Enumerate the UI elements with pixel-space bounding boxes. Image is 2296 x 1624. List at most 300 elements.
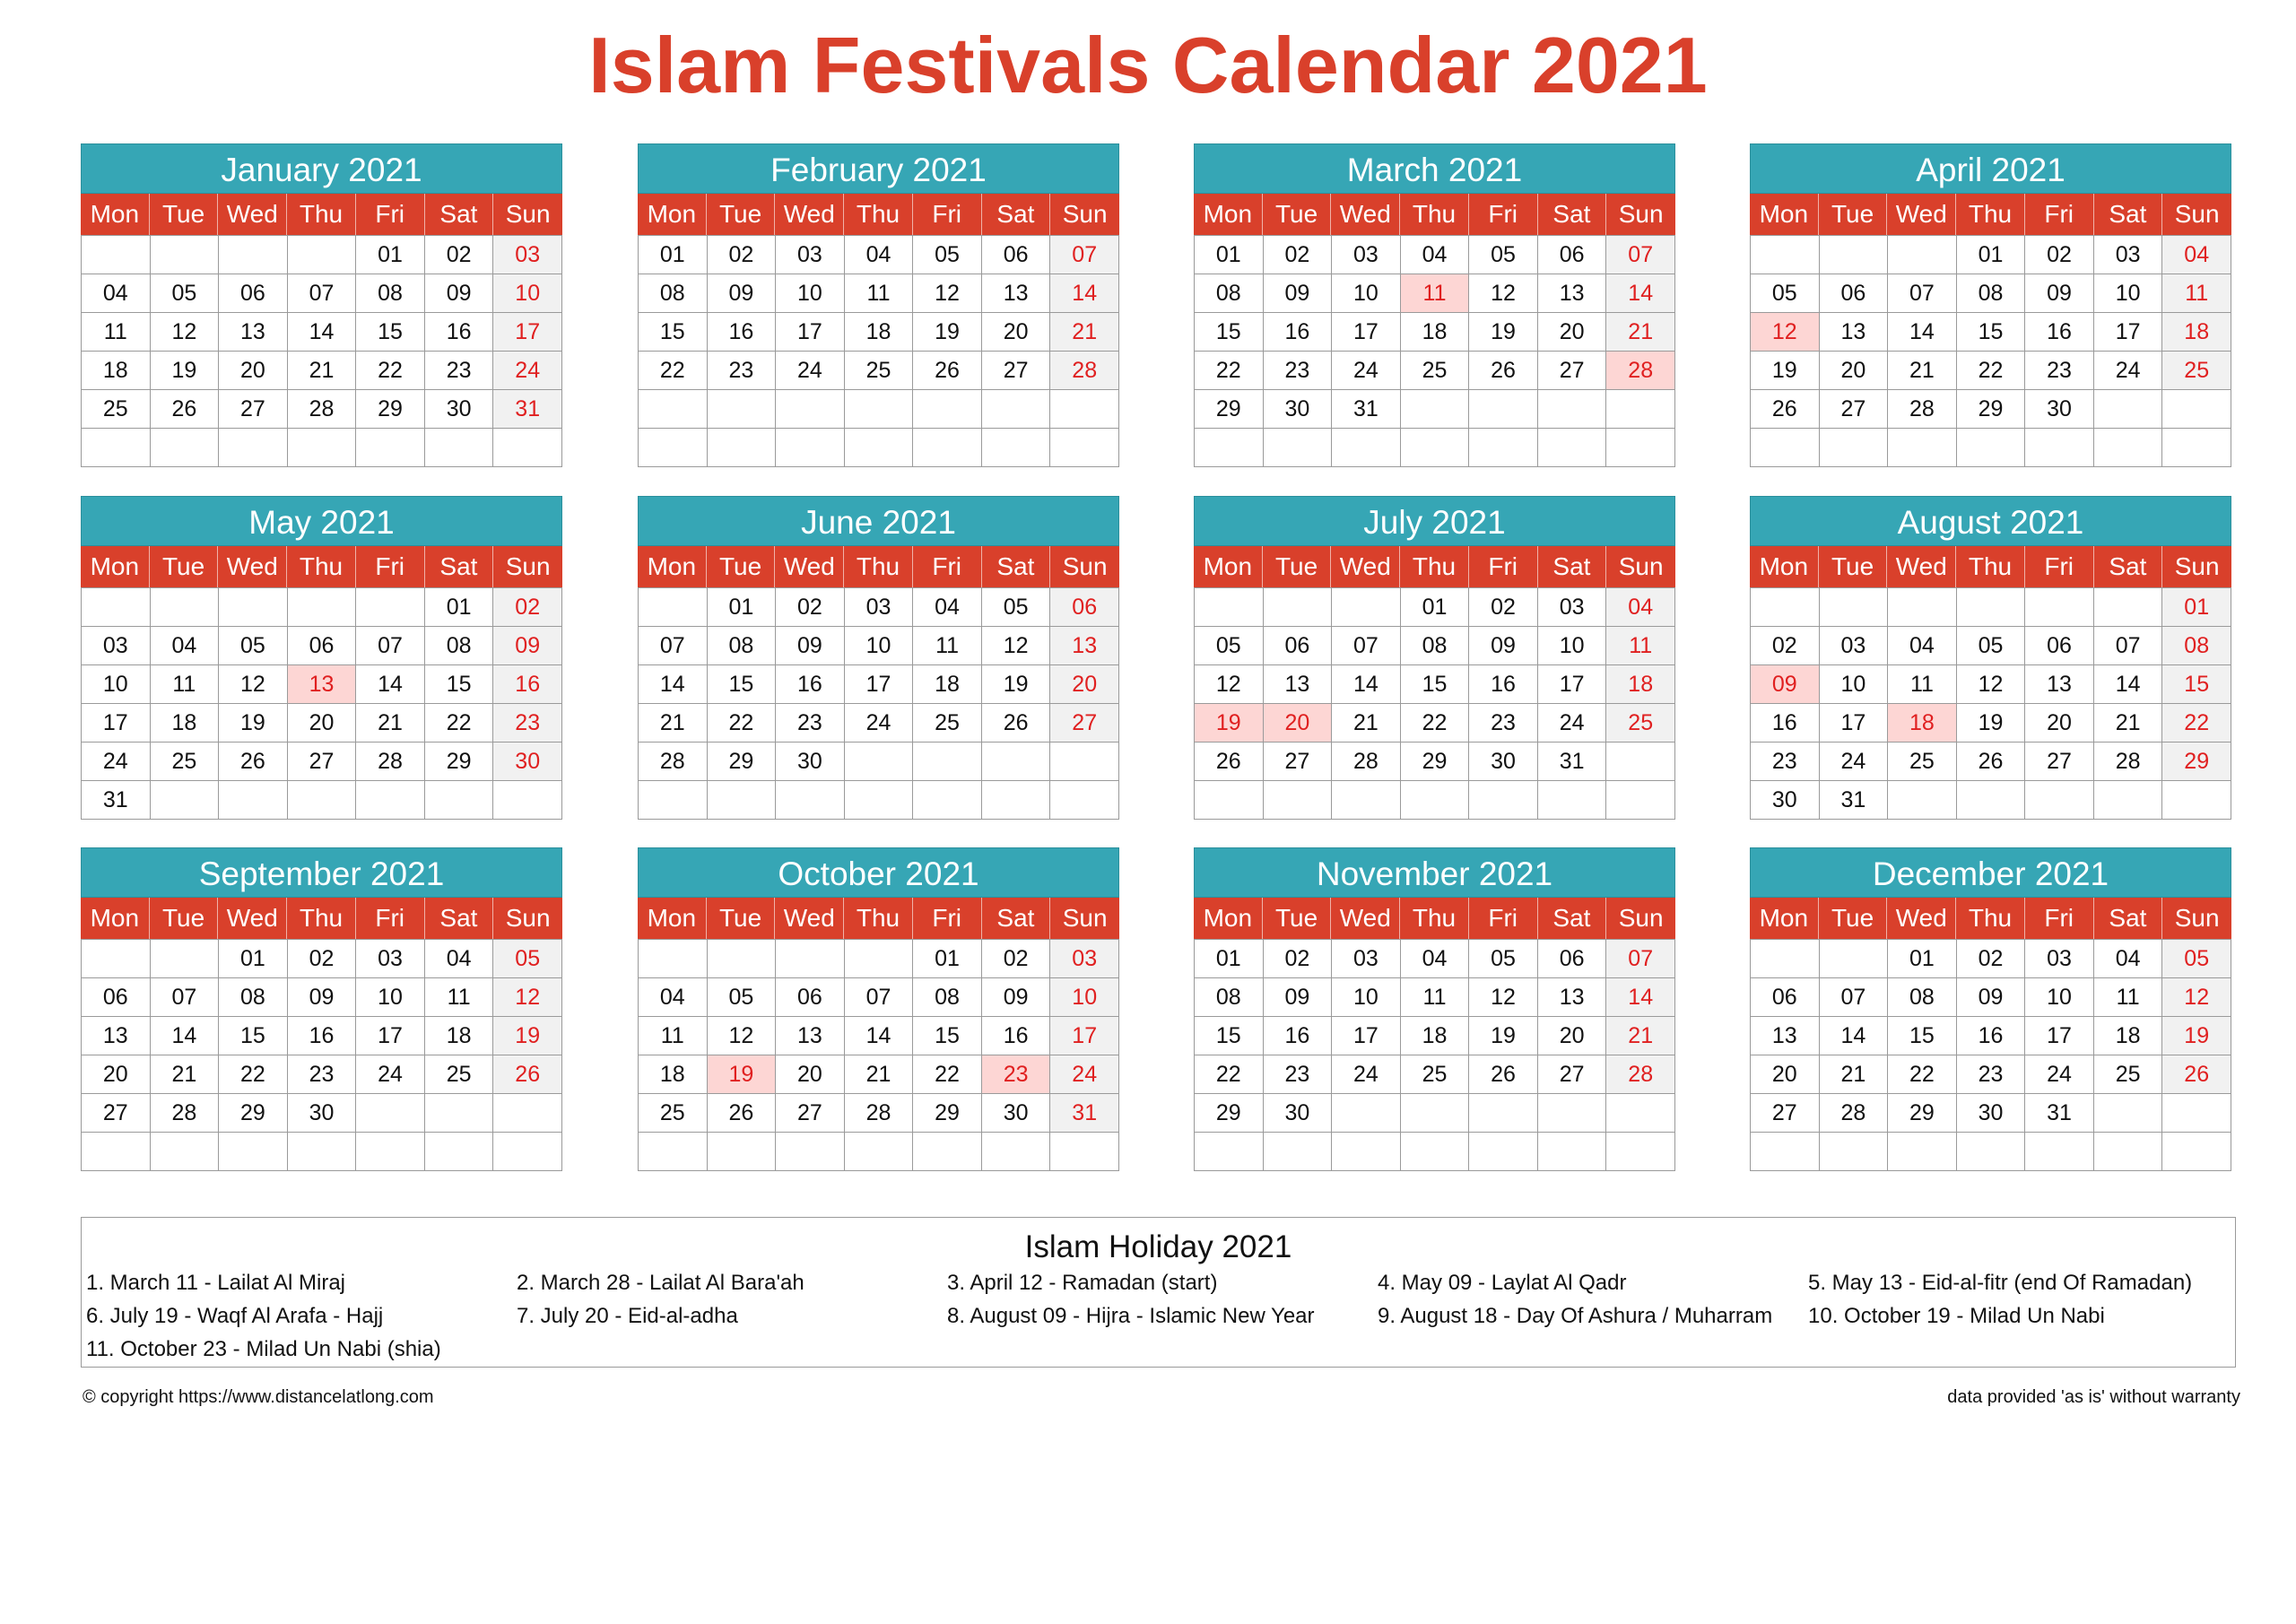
- day-cell: 15: [2162, 665, 2231, 704]
- weekday-label: Tue: [150, 194, 219, 235]
- day-cell: 02: [1751, 627, 1820, 665]
- day-cell: 25: [1606, 704, 1675, 743]
- weekday-label: Thu: [844, 546, 913, 587]
- day-cell: 21: [288, 352, 357, 390]
- empty-cell: [1195, 588, 1264, 627]
- day-cell: 17: [1332, 1017, 1401, 1055]
- empty-cell: [1820, 588, 1889, 627]
- day-cell: 15: [639, 313, 708, 352]
- day-cell: 17: [1538, 665, 1607, 704]
- day-cell: 02: [288, 940, 357, 978]
- empty-cell: [1751, 236, 1820, 274]
- empty-cell: [2094, 390, 2163, 429]
- day-cell: 09: [1469, 627, 1538, 665]
- day-cell: 06: [1538, 940, 1607, 978]
- day-cell: 07: [639, 627, 708, 665]
- day-cell: 29: [219, 1094, 288, 1133]
- empty-cell: [2025, 1133, 2094, 1171]
- holiday-day-cell: 12: [1751, 313, 1820, 352]
- empty-cell: [1957, 588, 2026, 627]
- day-cell: 05: [493, 940, 562, 978]
- day-cell: 09: [982, 978, 1051, 1017]
- empty-cell: [82, 588, 151, 627]
- day-cell: 21: [845, 1055, 914, 1094]
- day-cell: 17: [1050, 1017, 1119, 1055]
- empty-cell: [639, 429, 708, 467]
- weekday-label: Fri: [913, 194, 982, 235]
- day-cell: 27: [1264, 743, 1333, 781]
- day-cell: 18: [2162, 313, 2231, 352]
- empty-cell: [913, 781, 982, 820]
- day-cell: 09: [1264, 274, 1333, 313]
- day-cell: 11: [845, 274, 914, 313]
- day-cell: 20: [82, 1055, 151, 1094]
- empty-cell: [1401, 390, 1470, 429]
- day-cell: 08: [1888, 978, 1957, 1017]
- day-cell: 29: [1195, 390, 1264, 429]
- day-cell: 09: [493, 627, 562, 665]
- day-cell: 14: [151, 1017, 220, 1055]
- day-cell: 11: [913, 627, 982, 665]
- month-block: [81, 143, 562, 467]
- weekday-header: [1750, 898, 2231, 939]
- empty-cell: [639, 390, 708, 429]
- holiday-day-cell: 19: [708, 1055, 777, 1094]
- day-cell: 04: [82, 274, 151, 313]
- day-cell: 15: [1888, 1017, 1957, 1055]
- day-cell: 29: [1401, 743, 1470, 781]
- day-cell: 20: [1751, 1055, 1820, 1094]
- empty-cell: [982, 429, 1051, 467]
- empty-cell: [2025, 781, 2094, 820]
- day-cell: 23: [1264, 352, 1333, 390]
- empty-cell: [1751, 940, 1820, 978]
- day-cell: 12: [1469, 274, 1538, 313]
- weekday-header: [1194, 546, 1675, 587]
- day-cell: 25: [1888, 743, 1957, 781]
- day-cell: 11: [2094, 978, 2163, 1017]
- day-cell: 29: [913, 1094, 982, 1133]
- day-cell: 23: [2025, 352, 2094, 390]
- empty-cell: [708, 429, 777, 467]
- day-cell: 07: [1606, 236, 1675, 274]
- day-grid: [1194, 939, 1675, 1171]
- day-cell: 19: [1469, 1017, 1538, 1055]
- day-cell: 14: [1050, 274, 1119, 313]
- day-cell: 18: [82, 352, 151, 390]
- weekday-label: Thu: [287, 194, 356, 235]
- empty-cell: [1820, 236, 1889, 274]
- weekday-label: Sun: [2174, 904, 2220, 932]
- day-cell: 17: [776, 313, 845, 352]
- weekday-label: Thu: [1400, 194, 1469, 235]
- empty-cell: [1957, 429, 2026, 467]
- day-cell: 15: [219, 1017, 288, 1055]
- day-cell: 31: [1538, 743, 1607, 781]
- day-cell: 14: [356, 665, 425, 704]
- weekday-label: Sat: [2094, 194, 2163, 235]
- day-cell: 26: [1195, 743, 1264, 781]
- day-cell: 19: [151, 352, 220, 390]
- day-cell: 16: [288, 1017, 357, 1055]
- day-cell: 14: [288, 313, 357, 352]
- weekday-label: Tue: [1263, 546, 1332, 587]
- weekday-label: Tue: [1819, 194, 1888, 235]
- day-grid: [1750, 235, 2231, 467]
- day-cell: 27: [1050, 704, 1119, 743]
- empty-cell: [913, 1133, 982, 1171]
- empty-cell: [151, 236, 220, 274]
- weekday-label: Wed: [1331, 546, 1400, 587]
- day-cell: 08: [1401, 627, 1470, 665]
- weekday-label: Sat: [2094, 898, 2163, 939]
- empty-cell: [1332, 429, 1401, 467]
- day-cell: 28: [1820, 1094, 1889, 1133]
- day-cell: 04: [1606, 588, 1675, 627]
- day-cell: 14: [845, 1017, 914, 1055]
- weekday-header: [638, 898, 1119, 939]
- empty-cell: [151, 429, 220, 467]
- empty-cell: [776, 390, 845, 429]
- day-cell: 02: [1957, 940, 2026, 978]
- empty-cell: [845, 781, 914, 820]
- weekday-label: Mon: [638, 898, 707, 939]
- weekday-label: Sat: [2094, 546, 2163, 587]
- empty-cell: [982, 390, 1051, 429]
- day-cell: 27: [1751, 1094, 1820, 1133]
- day-grid: [1194, 587, 1675, 820]
- weekday-header: [81, 194, 562, 235]
- weekday-label: Sat: [1538, 546, 1607, 587]
- day-cell: 25: [82, 390, 151, 429]
- day-cell: 27: [1538, 352, 1607, 390]
- weekday-header: [1194, 898, 1675, 939]
- day-cell: 04: [425, 940, 494, 978]
- weekday-label: Fri: [913, 546, 982, 587]
- empty-cell: [356, 1133, 425, 1171]
- day-cell: 27: [776, 1094, 845, 1133]
- day-cell: 12: [1957, 665, 2026, 704]
- empty-cell: [288, 781, 357, 820]
- weekday-label: Thu: [844, 194, 913, 235]
- day-cell: 04: [1401, 236, 1470, 274]
- weekday-header: [1750, 194, 2231, 235]
- day-cell: 04: [845, 236, 914, 274]
- day-cell: 01: [1888, 940, 1957, 978]
- weekday-label: Fri: [356, 898, 425, 939]
- day-cell: 24: [493, 352, 562, 390]
- weekday-label: Sun: [505, 904, 551, 932]
- day-cell: 26: [1957, 743, 2026, 781]
- day-cell: 08: [1195, 274, 1264, 313]
- weekday-label: Fri: [356, 194, 425, 235]
- day-grid: [1194, 235, 1675, 467]
- day-cell: 02: [1264, 236, 1333, 274]
- empty-cell: [1050, 781, 1119, 820]
- empty-cell: [1264, 1133, 1333, 1171]
- holiday-legend: [81, 1217, 2236, 1368]
- day-cell: 16: [1957, 1017, 2026, 1055]
- empty-cell: [1401, 429, 1470, 467]
- day-cell: 04: [639, 978, 708, 1017]
- day-cell: 18: [1606, 665, 1675, 704]
- day-cell: 31: [1820, 781, 1889, 820]
- empty-cell: [639, 1133, 708, 1171]
- weekday-label: Sun: [1618, 552, 1664, 580]
- day-cell: 05: [151, 274, 220, 313]
- weekday-label: Wed: [1331, 898, 1400, 939]
- weekday-label: Mon: [638, 546, 707, 587]
- day-cell: 26: [219, 743, 288, 781]
- weekday-label: Sun: [1618, 200, 1664, 228]
- day-cell: 22: [913, 1055, 982, 1094]
- weekday-label: Wed: [218, 898, 287, 939]
- day-cell: 01: [219, 940, 288, 978]
- day-cell: 31: [1050, 1094, 1119, 1133]
- weekday-header: [1194, 194, 1675, 235]
- day-cell: 13: [982, 274, 1051, 313]
- day-cell: 07: [151, 978, 220, 1017]
- day-cell: 05: [2162, 940, 2231, 978]
- day-cell: 21: [151, 1055, 220, 1094]
- holiday-item: 9. August 18 - Day Of Ashura / Muharram: [1378, 1304, 1773, 1328]
- day-cell: 03: [2025, 940, 2094, 978]
- day-cell: 11: [2162, 274, 2231, 313]
- day-cell: 22: [219, 1055, 288, 1094]
- empty-cell: [1469, 390, 1538, 429]
- empty-cell: [1888, 1133, 1957, 1171]
- weekday-label: Thu: [1956, 546, 2025, 587]
- day-cell: 28: [288, 390, 357, 429]
- day-cell: 14: [1820, 1017, 1889, 1055]
- empty-cell: [151, 940, 220, 978]
- day-grid: [81, 587, 562, 820]
- day-cell: 05: [982, 588, 1051, 627]
- holiday-item: 6. July 19 - Waqf Al Arafa - Hajj: [86, 1304, 384, 1328]
- day-grid: [638, 235, 1119, 467]
- day-cell: 27: [1820, 390, 1889, 429]
- day-cell: 13: [1264, 665, 1333, 704]
- day-cell: 07: [845, 978, 914, 1017]
- day-cell: 22: [1957, 352, 2026, 390]
- month-title: August 2021: [1750, 496, 2231, 546]
- day-cell: 06: [1264, 627, 1333, 665]
- day-cell: 18: [1401, 313, 1470, 352]
- holiday-item: 3. April 12 - Ramadan (start): [947, 1271, 1218, 1295]
- day-cell: 09: [1264, 978, 1333, 1017]
- day-cell: 13: [1751, 1017, 1820, 1055]
- day-cell: 16: [708, 313, 777, 352]
- day-cell: 17: [82, 704, 151, 743]
- empty-cell: [913, 429, 982, 467]
- day-cell: 28: [2094, 743, 2163, 781]
- day-cell: 11: [151, 665, 220, 704]
- empty-cell: [982, 781, 1051, 820]
- day-cell: 10: [1538, 627, 1607, 665]
- empty-cell: [1538, 429, 1607, 467]
- day-cell: 17: [2094, 313, 2163, 352]
- day-cell: 12: [1195, 665, 1264, 704]
- day-cell: 06: [1050, 588, 1119, 627]
- day-cell: 30: [2025, 390, 2094, 429]
- weekday-label: Fri: [1469, 546, 1538, 587]
- day-cell: 24: [82, 743, 151, 781]
- day-cell: 15: [425, 665, 494, 704]
- day-cell: 30: [1264, 1094, 1333, 1133]
- empty-cell: [1469, 1094, 1538, 1133]
- day-cell: 12: [151, 313, 220, 352]
- day-cell: 23: [1264, 1055, 1333, 1094]
- day-cell: 17: [493, 313, 562, 352]
- day-cell: 12: [982, 627, 1051, 665]
- day-cell: 13: [776, 1017, 845, 1055]
- month-block: [1194, 847, 1675, 1171]
- day-cell: 31: [1332, 390, 1401, 429]
- day-cell: 05: [219, 627, 288, 665]
- day-cell: 31: [493, 390, 562, 429]
- weekday-label: Wed: [218, 546, 287, 587]
- empty-cell: [151, 1133, 220, 1171]
- empty-cell: [219, 1133, 288, 1171]
- day-cell: 26: [2162, 1055, 2231, 1094]
- weekday-label: Thu: [1400, 898, 1469, 939]
- day-cell: 16: [982, 1017, 1051, 1055]
- day-cell: 18: [1401, 1017, 1470, 1055]
- day-cell: 25: [1401, 1055, 1470, 1094]
- day-cell: 28: [1888, 390, 1957, 429]
- day-cell: 18: [2094, 1017, 2163, 1055]
- holiday-legend-title: Islam Holiday 2021: [1024, 1229, 1292, 1264]
- day-cell: 03: [1332, 940, 1401, 978]
- empty-cell: [913, 743, 982, 781]
- day-cell: 24: [1820, 743, 1889, 781]
- day-cell: 10: [1050, 978, 1119, 1017]
- warranty-text: data provided 'as is' without warranty: [1947, 1387, 2240, 1407]
- day-cell: 22: [1195, 1055, 1264, 1094]
- empty-cell: [425, 429, 494, 467]
- day-cell: 28: [1606, 1055, 1675, 1094]
- day-cell: 25: [913, 704, 982, 743]
- weekday-label: Sun: [2174, 200, 2220, 228]
- empty-cell: [1332, 1133, 1401, 1171]
- day-cell: 26: [1469, 1055, 1538, 1094]
- day-cell: 23: [776, 704, 845, 743]
- holiday-day-cell: 11: [1401, 274, 1470, 313]
- holiday-day-cell: 18: [1888, 704, 1957, 743]
- empty-cell: [288, 429, 357, 467]
- day-cell: 13: [219, 313, 288, 352]
- day-cell: 10: [845, 627, 914, 665]
- empty-cell: [1888, 781, 1957, 820]
- day-cell: 25: [2162, 352, 2231, 390]
- day-cell: 06: [982, 236, 1051, 274]
- day-cell: 28: [845, 1094, 914, 1133]
- day-cell: 11: [82, 313, 151, 352]
- empty-cell: [1469, 781, 1538, 820]
- empty-cell: [1538, 1094, 1607, 1133]
- day-cell: 25: [2094, 1055, 2163, 1094]
- day-cell: 11: [639, 1017, 708, 1055]
- empty-cell: [913, 390, 982, 429]
- empty-cell: [356, 429, 425, 467]
- day-cell: 07: [1888, 274, 1957, 313]
- holiday-list: [82, 1266, 2235, 1366]
- month-block: [1750, 847, 2231, 1171]
- empty-cell: [425, 781, 494, 820]
- weekday-label: Mon: [1750, 546, 1819, 587]
- month-block: [638, 143, 1119, 467]
- day-cell: 05: [1957, 627, 2026, 665]
- empty-cell: [1606, 1094, 1675, 1133]
- day-cell: 18: [913, 665, 982, 704]
- holiday-item: 4. May 09 - Laylat Al Qadr: [1378, 1271, 1627, 1295]
- day-cell: 19: [1957, 704, 2026, 743]
- day-cell: 27: [82, 1094, 151, 1133]
- day-cell: 03: [1050, 940, 1119, 978]
- weekday-label: Mon: [638, 194, 707, 235]
- day-cell: 01: [2162, 588, 2231, 627]
- month-block: [81, 496, 562, 820]
- day-cell: 03: [493, 236, 562, 274]
- empty-cell: [2162, 390, 2231, 429]
- day-cell: 02: [1469, 588, 1538, 627]
- empty-cell: [1401, 1133, 1470, 1171]
- weekday-label: Sun: [1618, 904, 1664, 932]
- empty-cell: [845, 390, 914, 429]
- day-cell: 21: [1888, 352, 1957, 390]
- day-cell: 08: [219, 978, 288, 1017]
- empty-cell: [1050, 429, 1119, 467]
- day-cell: 29: [425, 743, 494, 781]
- empty-cell: [288, 588, 357, 627]
- day-cell: 21: [1050, 313, 1119, 352]
- day-cell: 24: [356, 1055, 425, 1094]
- holiday-item: 8. August 09 - Hijra - Islamic New Year: [947, 1304, 1315, 1328]
- empty-cell: [776, 1133, 845, 1171]
- month-block: [1194, 143, 1675, 467]
- holiday-item: 11. October 23 - Milad Un Nabi (shia): [86, 1337, 441, 1361]
- day-cell: 19: [493, 1017, 562, 1055]
- month-title: June 2021: [638, 496, 1119, 546]
- day-cell: 20: [1538, 1017, 1607, 1055]
- weekday-label: Sat: [982, 898, 1051, 939]
- month-block: [1750, 143, 2231, 467]
- day-cell: 02: [708, 236, 777, 274]
- empty-cell: [1332, 588, 1401, 627]
- empty-cell: [1469, 1133, 1538, 1171]
- day-cell: 29: [356, 390, 425, 429]
- weekday-label: Sat: [1538, 898, 1607, 939]
- empty-cell: [151, 781, 220, 820]
- weekday-label: Sun: [505, 200, 551, 228]
- empty-cell: [493, 781, 562, 820]
- empty-cell: [2094, 781, 2163, 820]
- day-cell: 01: [356, 236, 425, 274]
- day-cell: 18: [151, 704, 220, 743]
- weekday-label: Tue: [1819, 546, 1888, 587]
- day-cell: 17: [1332, 313, 1401, 352]
- weekday-label: Mon: [1750, 898, 1819, 939]
- month-title: January 2021: [81, 143, 562, 194]
- day-cell: 18: [845, 313, 914, 352]
- day-cell: 28: [639, 743, 708, 781]
- weekday-label: Wed: [1887, 194, 1956, 235]
- day-cell: 06: [1538, 236, 1607, 274]
- empty-cell: [1195, 429, 1264, 467]
- empty-cell: [639, 781, 708, 820]
- day-cell: 24: [2025, 1055, 2094, 1094]
- day-cell: 09: [2025, 274, 2094, 313]
